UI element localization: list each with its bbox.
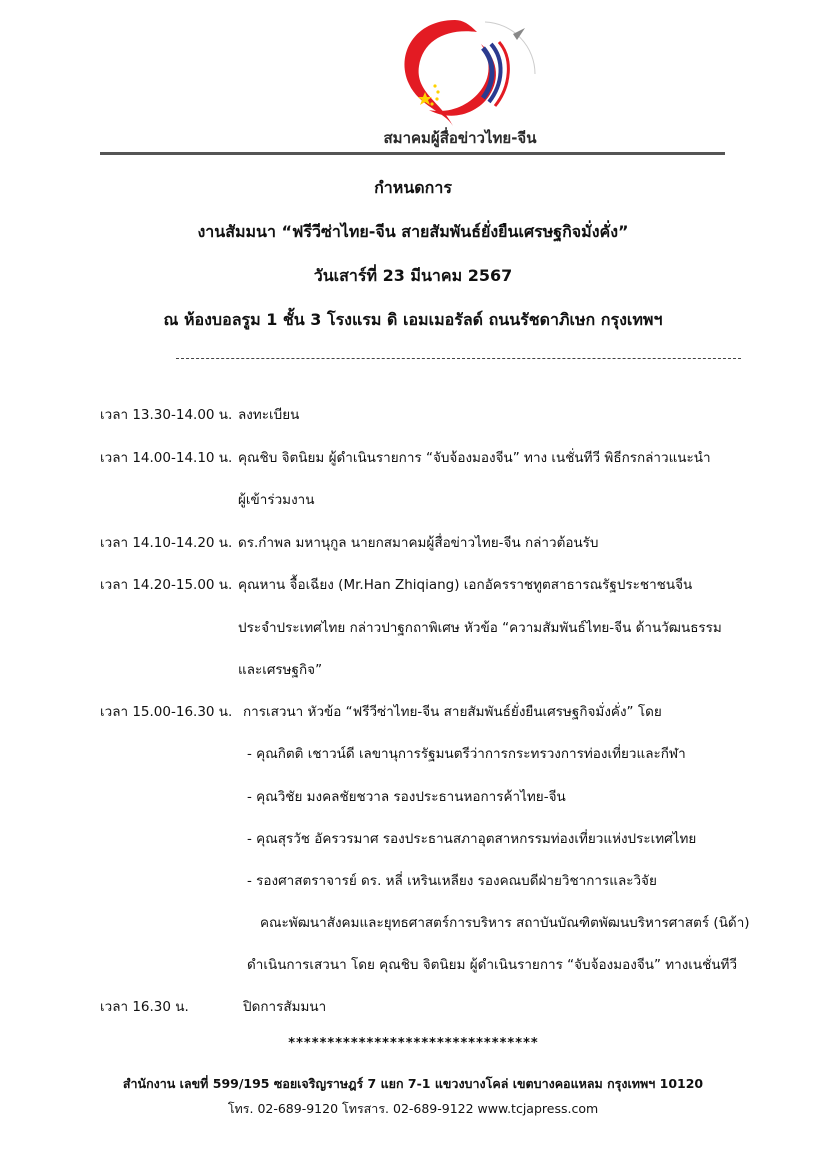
panelist-item: - รองศาสตราจารย์ ดร. หลี่ เหรินเหลียง รองคณบดีฝ่ายวิชาการและวิจัย: [247, 873, 657, 889]
footer-address: สำนักงาน เลขที่ 599/195 ซอยเจริญราษฎร์ 7 แยก 7-1 แขวงบางโคล่ เขตบางคอแหลม กรุงเทพฯ 10120: [122, 1076, 704, 1091]
schedule-item: ประจำประเทศไทย กล่าวปาฐกถาพิเศษ หัวข้อ “ความสัมพันธ์ไทย-จีน ด้านวัฒนธรรม: [238, 620, 722, 636]
schedule-time: เวลา 14.10-14.20 น.: [100, 535, 233, 551]
dashed-divider: [176, 358, 741, 359]
star-divider: ********************************: [287, 1036, 539, 1051]
moderator-line: ดำเนินการเสวนา โดย คุณชิบ จิตนิยม ผู้ดำเนินรายการ “จับจ้องมองจีน” ทางเนชั่นทีวี: [247, 957, 738, 973]
panelist-item: - คุณสุรวัช อัครวรมาศ รองประธานสภาอุตสาหกรรมท่องเที่ยวแห่งประเทศไทย: [247, 831, 697, 847]
schedule-item: คุณชิบ จิตนิยม ผู้ดำเนินรายการ “จับจ้องมองจีน” ทาง เนชั่นทีวี พิธีกรกล่าวแนะนำ: [238, 450, 711, 466]
schedule-time: เวลา 14.20-15.00 น.: [100, 577, 233, 593]
panelist-item: - คุณกิตติ เชาวน์ดี เลขานุการรัฐมนตรีว่าการกระทรวงการท่องเที่ยวและกีฬา: [247, 746, 686, 762]
schedule-item: คุณหาน จื้อเฉียง (Mr.Han Zhiqiang) เอกอัครราชทูตสาธารณรัฐประชาชนจีน: [238, 577, 693, 593]
logo-thai-name: สมาคมผู้สื่อข่าวไทย-จีน: [383, 129, 537, 147]
logo-emblem: [385, 14, 545, 134]
schedule-item: ปิดการสัมมนา: [243, 999, 327, 1015]
panelist-item: - คุณวิชัย มงคลชัยชวาล รองประธานหอการค้าไทย-จีน: [247, 789, 566, 805]
schedule-item: และเศรษฐกิจ”: [238, 662, 323, 678]
schedule-time: เวลา 16.30 น.: [100, 999, 189, 1015]
document-title: กำหนดการ: [374, 178, 452, 197]
schedule-item: ลงทะเบียน: [238, 407, 300, 423]
association-logo: [385, 14, 545, 149]
footer-contact: โทร. 02-689-9120 โทรสาร. 02-689-9122 www.tcjapress.com: [227, 1101, 599, 1116]
event-date: วันเสาร์ที่ 23 มีนาคม 2567: [313, 266, 513, 285]
event-venue: ณ ห้องบอลรูม 1 ชั้น 3 โรงแรม ดิ เอมเมอรัลด์ ถนนรัชดาภิเษก กรุงเทพฯ: [163, 310, 663, 329]
event-name: งานสัมมนา “ฟรีวีซ่าไทย-จีน สายสัมพันธ์ยั่งยืนเศรษฐกิจมั่งคั่ง”: [197, 222, 629, 241]
schedule-item: ดร.กำพล มหานุกูล นายกสมาคมผู้สื่อข่าวไทย-จีน กล่าวต้อนรับ: [238, 535, 599, 551]
schedule-time: เวลา 14.00-14.10 น.: [100, 450, 233, 466]
schedule-item: การเสวนา หัวข้อ “ฟรีวีซ่าไทย-จีน สายสัมพันธ์ยั่งยืนเศรษฐกิจมั่งคั่ง” โดย: [243, 704, 662, 720]
schedule-item: ผู้เข้าร่วมงาน: [238, 492, 315, 508]
schedule-time: เวลา 15.00-16.30 น.: [100, 704, 233, 720]
header-rule: [100, 152, 725, 155]
panelist-affiliation: คณะพัฒนาสังคมและยุทธศาสตร์การบริหาร สถาบันบัณฑิตพัฒนบริหารศาสตร์ (นิด้า): [260, 915, 750, 931]
schedule-time: เวลา 13.30-14.00 น.: [100, 407, 233, 423]
